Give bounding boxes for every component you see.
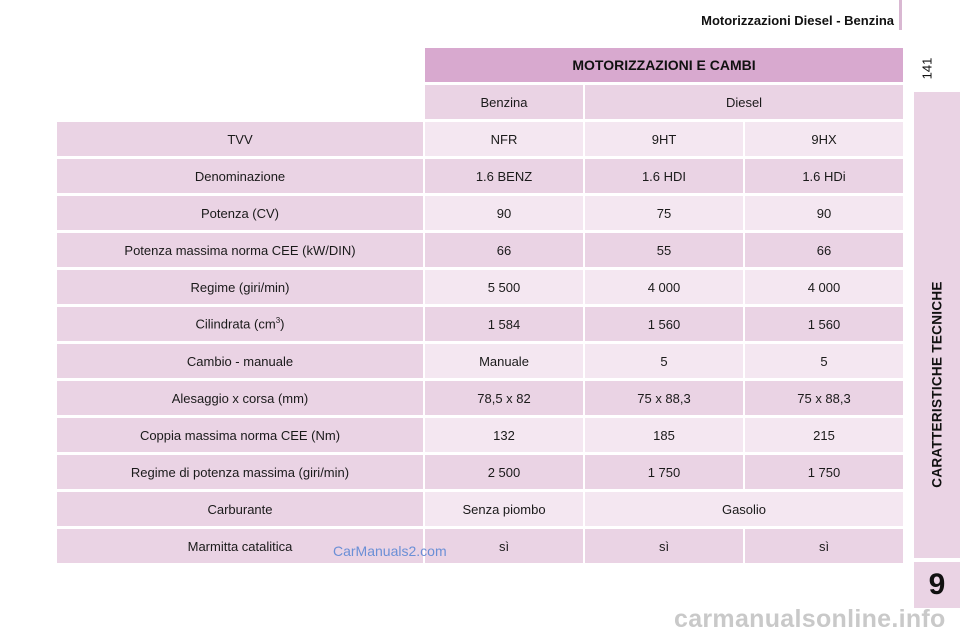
cell-value: 132 — [423, 418, 583, 452]
row-label: Potenza (CV) — [57, 196, 423, 230]
fuel-group-benzina: Benzina — [423, 85, 583, 119]
row-label: Alesaggio x corsa (mm) — [57, 381, 423, 415]
cell-value: 2 500 — [423, 455, 583, 489]
table-row — [57, 307, 903, 341]
cell-value: 185 — [583, 418, 743, 452]
table-row — [57, 270, 903, 304]
cell-value: 4 000 — [743, 270, 903, 304]
cell-value: 1.6 HDI — [583, 159, 743, 193]
page-number-text: 141 — [919, 57, 935, 79]
row-label-tail: ) — [280, 316, 285, 332]
row-label: Carburante — [57, 492, 423, 526]
cell-value: 5 — [583, 344, 743, 378]
table-title-row — [57, 48, 903, 82]
header-divider — [899, 0, 902, 30]
cell-value: sì — [423, 529, 583, 563]
cell-value: 1.6 HDi — [743, 159, 903, 193]
table-row — [57, 492, 903, 526]
row-label-text: Cilindrata (cm — [195, 316, 276, 332]
cell-value: 75 — [583, 196, 743, 230]
row-label: Cambio - manuale — [57, 344, 423, 378]
cell-value: 1 750 — [583, 455, 743, 489]
table-row — [57, 381, 903, 415]
cell-value: 55 — [583, 233, 743, 267]
table-row — [57, 122, 903, 156]
cell-value: 1.6 BENZ — [423, 159, 583, 193]
table-row — [57, 196, 903, 230]
cell-value: 66 — [743, 233, 903, 267]
fuel-group-row — [57, 85, 903, 119]
cell-value: Senza piombo — [423, 492, 583, 526]
page-header-title: Motorizzazioni Diesel - Benzina — [701, 13, 894, 28]
cell-value: NFR — [423, 122, 583, 156]
row-label-superscript: 3 — [275, 316, 281, 326]
cell-value: 1 584 — [423, 307, 583, 341]
cell-value: Manuale — [423, 344, 583, 378]
cell-value: 9HX — [743, 122, 903, 156]
table-row — [57, 418, 903, 452]
cell-value: 66 — [423, 233, 583, 267]
table-title: MOTORIZZAZIONI E CAMBI — [423, 48, 903, 82]
table-row — [57, 344, 903, 378]
cell-value: 90 — [423, 196, 583, 230]
page-number — [912, 48, 942, 88]
cell-value: 75 x 88,3 — [583, 381, 743, 415]
row-label: Potenza massima norma CEE (kW/DIN) — [57, 233, 423, 267]
cell-value: 9HT — [583, 122, 743, 156]
row-label: TVV — [57, 122, 423, 156]
table-row — [57, 455, 903, 489]
cell-value: 215 — [743, 418, 903, 452]
table-row — [57, 529, 903, 563]
cell-value: 75 x 88,3 — [743, 381, 903, 415]
chapter-side-tab — [914, 92, 960, 558]
cell-value: 1 560 — [743, 307, 903, 341]
cell-value: sì — [743, 529, 903, 563]
cell-value: sì — [583, 529, 743, 563]
cell-value: 5 500 — [423, 270, 583, 304]
watermark-carmanuals2: CarManuals2.com — [333, 543, 447, 559]
row-label: Denominazione — [57, 159, 423, 193]
table-row — [57, 233, 903, 267]
cell-value: 90 — [743, 196, 903, 230]
cell-value: 5 — [743, 344, 903, 378]
row-label: Coppia massima norma CEE (Nm) — [57, 418, 423, 452]
chapter-side-label-text: CARATTERISTICHE TECNICHE — [929, 280, 945, 488]
fuel-group-diesel: Diesel — [583, 85, 903, 119]
watermark-carmanualsonline: carmanualsonline.info — [674, 605, 946, 633]
cell-value: 1 560 — [583, 307, 743, 341]
row-label: Regime (giri/min) — [57, 270, 423, 304]
engine-specs-table — [57, 45, 903, 566]
cell-value: 78,5 x 82 — [423, 381, 583, 415]
row-label: Regime di potenza massima (giri/min) — [57, 455, 423, 489]
fuel-group-blank — [57, 85, 423, 119]
cell-value: Gasolio — [583, 492, 903, 526]
row-label — [57, 307, 423, 341]
cell-value: 4 000 — [583, 270, 743, 304]
chapter-side-label — [914, 224, 960, 544]
table-corner-blank — [57, 48, 423, 82]
cell-value: 1 750 — [743, 455, 903, 489]
row-label: Marmitta catalitica — [57, 529, 423, 563]
chapter-number-tab: 9 — [914, 562, 960, 608]
table-row — [57, 159, 903, 193]
